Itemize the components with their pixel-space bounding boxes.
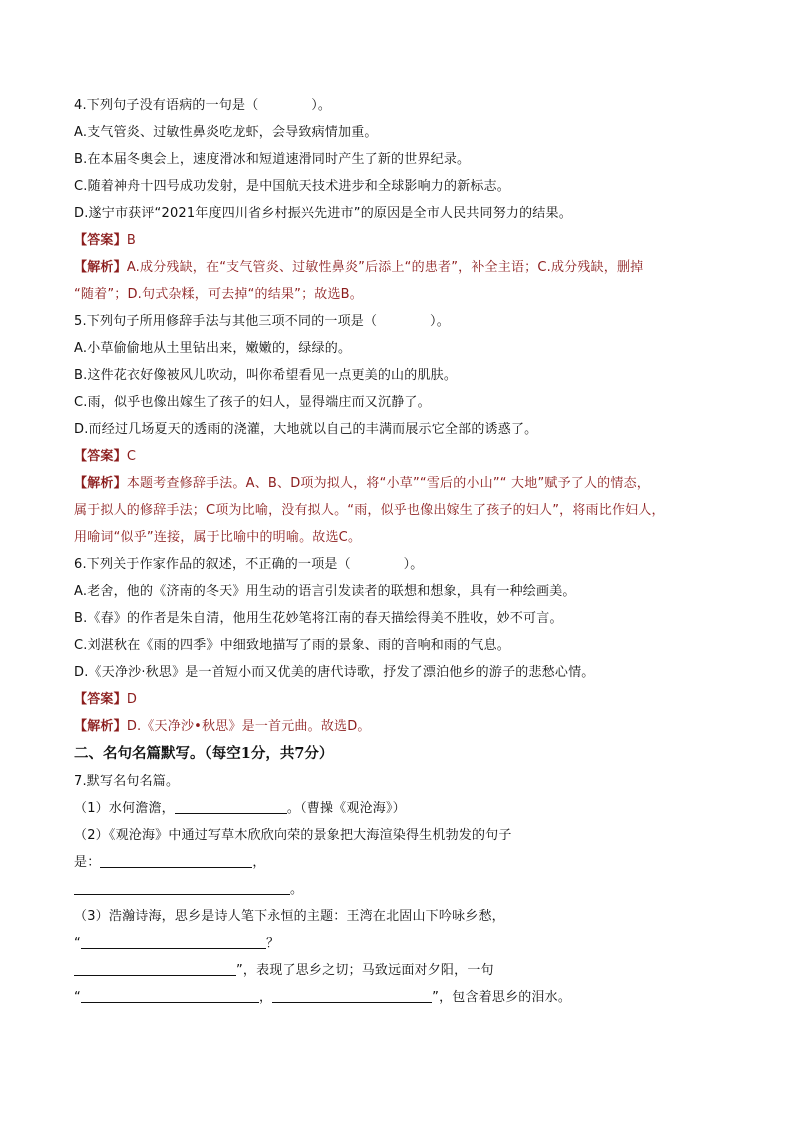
part-3-end: ”，包含着思乡的泪水。 xyxy=(432,990,572,1005)
question-4-option-a: A.支气管炎、过敏性鼻炎吃龙虾，会导致病情加重。 xyxy=(74,125,378,140)
question-4-option-c: C.随着神舟十四号成功发射，是中国航天技术进步和全球影响力的新标志。 xyxy=(74,179,511,194)
part-3-comma: ， xyxy=(258,990,273,1005)
explanation-tag: 【解析】 xyxy=(74,719,127,734)
question-4-explanation-cont: “随着”；D.句式杂糅，可去掉“的结果”；故选B。 xyxy=(74,287,364,302)
question-5-option-a: A.小草偷偷地从土里钻出来，嫩嫩的，绿绿的。 xyxy=(74,341,352,356)
answer-tag: 【答案】 xyxy=(74,449,127,464)
answer-value: B xyxy=(126,233,136,248)
question-6-stem: 6.下列关于作家作品的叙述，不正确的一项是（ ）。 xyxy=(74,557,424,572)
question-4-explanation xyxy=(74,254,734,281)
question-7-part-2-answer-line-2 xyxy=(74,876,734,903)
section-2-heading: 二、名句名篇默写。（每空1分，共7分） xyxy=(74,745,334,762)
part-2-period: 。 xyxy=(290,882,304,897)
question-5-option-d: D.而经过几场夏天的透雨的浇灌，大地就以自己的丰满而展示它全部的诱惑了。 xyxy=(74,422,538,437)
question-7-stem: 7.默写名句名篇。 xyxy=(74,774,180,789)
blank-field[interactable] xyxy=(81,988,259,1003)
answer-tag: 【答案】 xyxy=(74,692,127,707)
question-5-option-c: C.雨，似乎也像出嫁生了孩子的妇人，显得端庄而又沉静了。 xyxy=(74,395,431,410)
part-2-comma: ， xyxy=(252,855,266,870)
question-7-part-1 xyxy=(74,795,734,822)
question-4-stem: 4.下列句子没有语病的一句是（ ）。 xyxy=(74,98,332,113)
question-7-part-2-answer-line xyxy=(74,849,734,876)
question-5-explanation xyxy=(74,470,734,497)
question-6-option-b: B.《春》的作者是朱自清，他用生花妙笔将江南的春天描绘得美不胜收，妙不可言。 xyxy=(74,611,563,626)
question-7-part-2: （2）《观沧海》中通过写草木欣欣向荣的景象把大海渲染得生机勃发的句子 xyxy=(74,828,512,843)
open-quote: “ xyxy=(74,990,81,1005)
question-6-option-a: A.老舍，他的《济南的冬天》用生动的语言引发读者的联想和想象，具有一种绘画美。 xyxy=(74,584,576,599)
part-3-suffix: ”，表现了思乡之切；马致远面对夕阳，一句 xyxy=(236,963,494,978)
explanation-text: 本题考查修辞手法。A、B、D项为拟人，将“小草”“雪后的小山”“ 大地”赋予了人的情态， xyxy=(126,476,650,491)
part-1-suffix: 。（曹操《观沧海》） xyxy=(286,801,406,816)
exam-page xyxy=(74,92,734,1011)
question-5-stem: 5.下列句子所用修辞手法与其他三项不同的一项是（ ）。 xyxy=(74,314,450,329)
explanation-text: D.《天净沙•秋思》是一首元曲。故选D。 xyxy=(126,719,371,734)
blank-field[interactable] xyxy=(81,934,266,949)
question-6-explanation xyxy=(74,713,734,740)
open-quote: “ xyxy=(74,936,81,951)
question-4-option-b: B.在本届冬奥会上，速度滑冰和短道速滑同时产生了新的世界纪录。 xyxy=(74,152,471,167)
question-6-option-d: D.《天净沙·秋思》是一首短小而又优美的唐代诗歌，抒发了漂泊他乡的游子的悲愁心情。 xyxy=(74,665,595,680)
question-5-explanation-cont-1: 属于拟人的修辞手法；C项为比喻，没有拟人。“雨，似乎也像出嫁生了孩子的妇人”，将雨比作妇人， xyxy=(74,503,665,518)
question-4-answer xyxy=(74,227,734,254)
question-4-option-d: D.遂宁市获评“2021年度四川省乡村振兴先进市”的原因是全市人民共同努力的结果。 xyxy=(74,206,572,221)
blank-field[interactable] xyxy=(74,961,236,976)
part-1-prefix: （1）水何澹澹， xyxy=(74,801,175,816)
question-6-option-c: C.刘湛秋在《雨的四季》中细致地描写了雨的景象、雨的音响和雨的气息。 xyxy=(74,638,511,653)
blank-field[interactable] xyxy=(272,988,432,1003)
answer-value: C xyxy=(126,449,137,464)
question-mark: ？ xyxy=(265,936,280,951)
explanation-text: A.成分残缺，在“支气管炎、过敏性鼻炎”后添上“的患者”，补全主语；C.成分残缺，删掉 xyxy=(126,260,644,275)
question-7-part-3-answer-line-2 xyxy=(74,957,734,984)
question-5-answer xyxy=(74,443,734,470)
answer-value: D xyxy=(126,692,138,707)
question-5-option-b: B.这件花衣好像被风儿吹动，叫你希望看见一点更美的山的肌肤。 xyxy=(74,368,458,383)
blank-field[interactable] xyxy=(74,880,290,895)
question-7-part-3: （3）浩瀚诗海，思乡是诗人笔下永恒的主题：王湾在北固山下吟咏乡愁， xyxy=(74,909,505,924)
question-5-explanation-cont-2: 用喻词“似乎”连接，属于比喻中的明喻。故选C。 xyxy=(74,530,362,545)
answer-tag: 【答案】 xyxy=(74,233,127,248)
question-7-part-3-answer-line-3 xyxy=(74,984,734,1011)
question-7-part-3-answer-line xyxy=(74,930,734,957)
question-6-answer xyxy=(74,686,734,713)
part-2-prefix: 是： xyxy=(74,855,101,870)
explanation-tag: 【解析】 xyxy=(74,476,127,491)
blank-field[interactable] xyxy=(100,853,252,868)
explanation-tag: 【解析】 xyxy=(74,260,127,275)
blank-field[interactable] xyxy=(175,799,287,814)
